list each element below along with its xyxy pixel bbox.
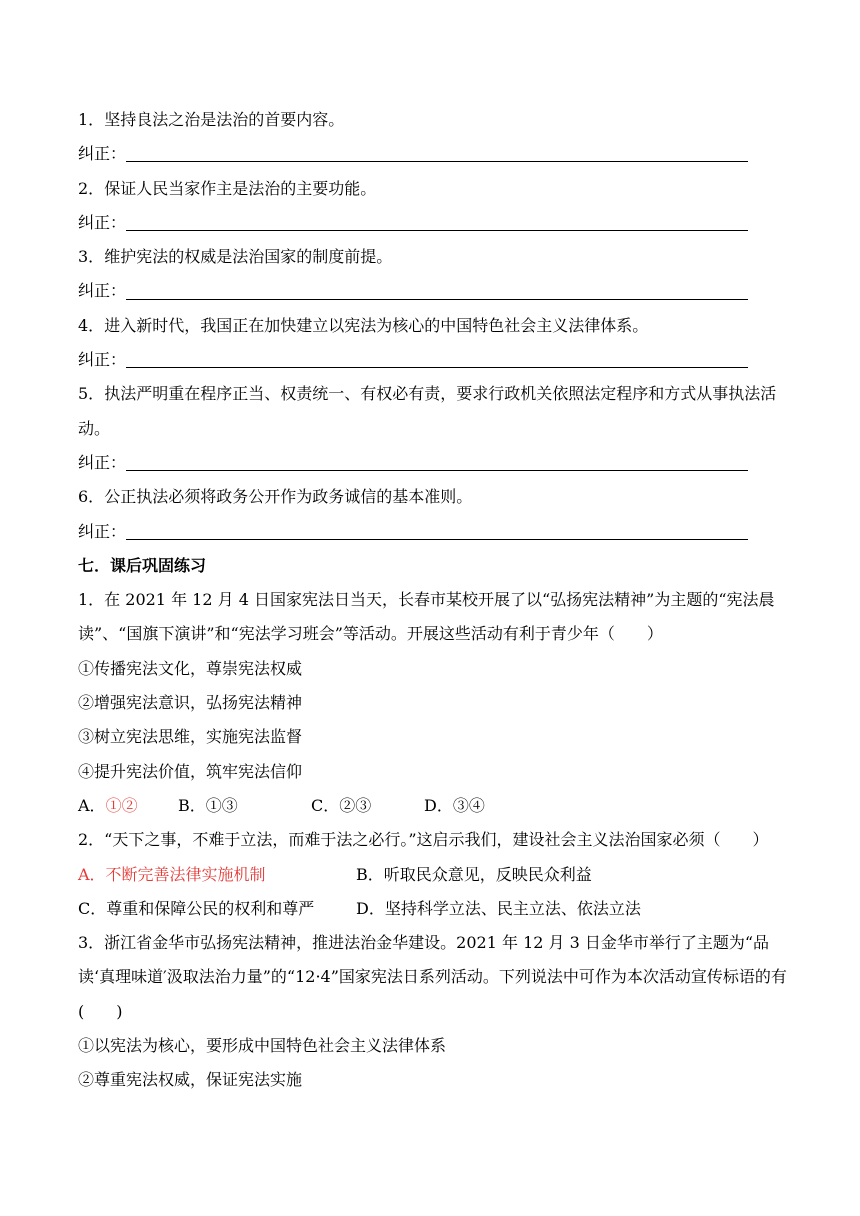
q1-item-2: ②增强宪法意识，弘扬宪法精神 [78,693,303,713]
option-letter: A． [78,795,106,815]
correction-label: 纠正： [78,452,127,472]
correction-label: 纠正： [78,521,127,541]
q2-options-row-2 [78,892,788,926]
statement-5 [78,377,788,446]
statement-number: 6． [78,487,105,507]
correction-line-4 [78,343,788,377]
statement-number: 2． [78,178,105,198]
statement-number: 3． [78,247,105,267]
answer-blank[interactable] [126,366,748,368]
correction-label: 纠正： [78,281,127,301]
statement-text: 维护宪法的权威是法治国家的制度前提。 [104,247,393,267]
statement-number: 5． [78,384,105,404]
document-page [78,103,788,1098]
section-title: 七．课后巩固练习 [78,555,207,575]
correction-line-5 [78,446,788,480]
answer-blank[interactable] [126,298,748,300]
question-1-stem: 1．在 2021 年 12 月 4 日国家宪法日当天，长春市某校开展了以“弘扬宪法精神”为主题的“宪法晨读”、“国旗下演讲”和“宪法学习班会”等活动。开展这些活动有利于青少年（ ） [78,590,775,644]
question-3-stem: 3．浙江省金华市弘扬宪法精神，推进法治金华建设。2021 年 12 月 3 日金华市举行了主题为“品读‘真理味道′汲取法治力量”的“12·4”国家宪法日系列活动。下列说法中可作为本次活动宣传标语的有( ) [78,933,787,1021]
answer-blank[interactable] [126,229,748,231]
answer-blank[interactable] [126,469,748,471]
q1-item-3: ③树立宪法思维，实施宪法监督 [78,727,303,747]
statement-text: 公正执法必须将政务公开作为政务诚信的基本准则。 [104,487,473,507]
correction-line-1 [78,137,788,171]
q1-item-4: ④提升宪法价值，筑牢宪法信仰 [78,761,303,781]
q2-option-b[interactable]: B．听取民众意见，反映民众利益 [356,864,592,884]
answer-blank[interactable] [126,538,748,540]
statement-1 [78,103,788,137]
q1-options [78,789,788,823]
statement-6 [78,480,788,514]
statement-3 [78,240,788,274]
question-2-stem: 2．“天下之事，不难于立法，而难于法之必行。”这启示我们，建设社会主义法治国家必须（ ） [78,830,769,850]
q3-item-2: ②尊重宪法权威，保证宪法实施 [78,1070,303,1090]
correction-line-3 [78,274,788,308]
q3-item-1: ①以宪法为核心，要形成中国特色社会主义法律体系 [78,1036,447,1056]
q1-item-1: ①传播宪法文化，尊崇宪法权威 [78,658,303,678]
q2-option-d[interactable]: D．坚持科学立法、民主立法、依法立法 [356,898,641,918]
q1-option-c[interactable]: C．②③ [311,795,372,815]
correction-label: 纠正： [78,350,127,370]
statement-number: 1． [78,110,105,129]
statement-2 [78,172,788,206]
statement-text: 执法严明重在程序正当、权责统一、有权必有责，要求行政机关依照法定程序和方式从事执法活动。 [78,384,777,438]
q2-option-c[interactable]: C．尊重和保障公民的权利和尊严 [78,898,315,918]
answer-blank[interactable] [126,160,748,162]
q1-option-b[interactable]: B．①③ [178,795,238,815]
correction-label: 纠正： [78,144,127,164]
statement-text: 坚持良法之治是法治的首要内容。 [104,110,345,129]
statement-number: 4． [78,315,105,335]
q2-options-row-1 [78,858,788,892]
q1-option-a[interactable] [78,789,178,823]
statement-4 [78,309,788,343]
q1-option-d[interactable]: D．③④ [424,795,485,815]
statement-text: 进入新时代，我国正在加快建立以宪法为核心的中国特色社会主义法律体系。 [104,315,649,335]
correction-line-2 [78,206,788,240]
statement-text: 保证人民当家作主是法治的主要功能。 [104,178,377,198]
correct-answer: ①② [105,795,138,815]
q2-option-a[interactable]: A．不断完善法律实施机制 [78,864,266,884]
correction-label: 纠正： [78,212,127,232]
correction-line-6 [78,515,788,549]
